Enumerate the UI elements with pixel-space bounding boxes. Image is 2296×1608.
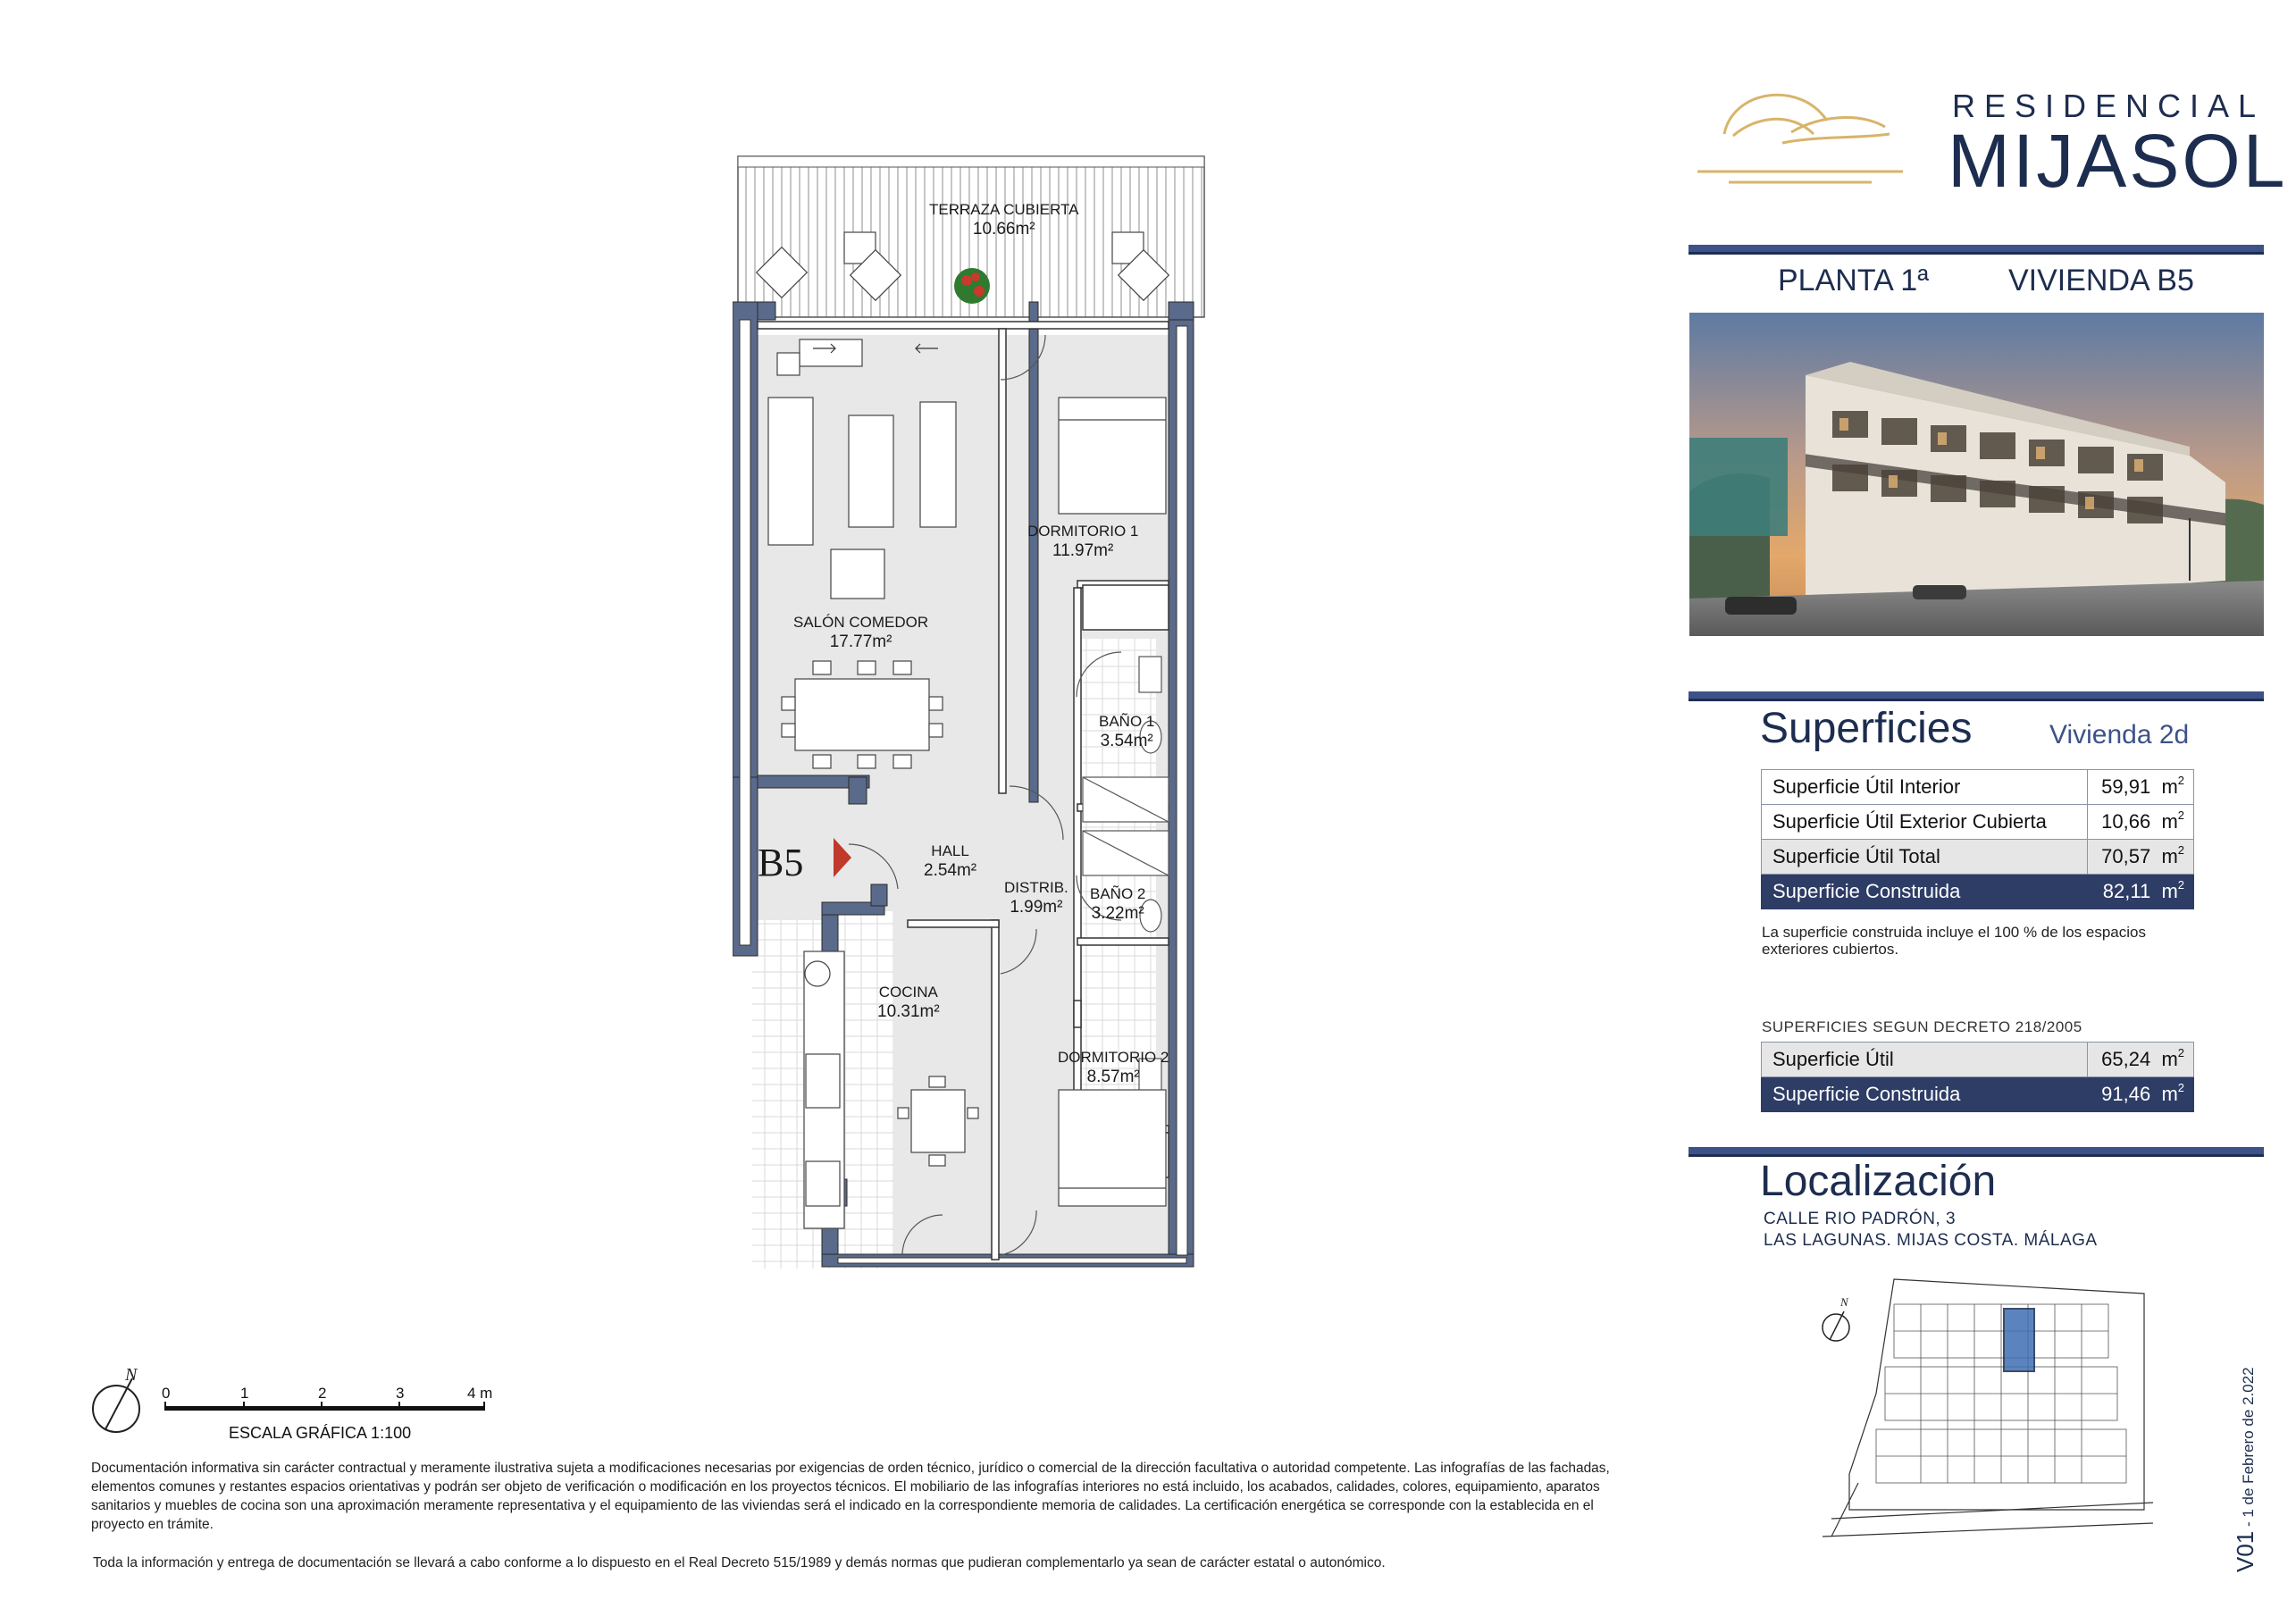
row-label: Superficie Útil Interior <box>1762 770 2088 805</box>
superficies-subtitle: Vivienda 2d <box>2049 720 2190 750</box>
superficies-divider <box>1688 699 2264 701</box>
room-label-dormitorio1: DORMITORIO 1 11.97m² <box>1027 523 1139 560</box>
legal-disclaimer: Documentación informativa sin carácter contractual y meramente ilustrativa sujeta a modificaciones necesarias por exigencias de orden técnico, jurídico o comercial de la dirección facultativa o autoridad competente. Las infografías de las fachadas, elementos comunes y restantes espacios orientativas y podrán ser objeto de verificación o modificación en los proyectos técnicos. El mobiliario de las infografías interiores no está incluido, los acabados, calidades, colores, equipamiento, aparatos sanitarios y muebles de cocina son una aproximación meramente representativa y el equipamiento de las viviendas será el indicado en la correspondiente memoria de calidades. La certificación energética se corresponde con la establecida en el proyecto en trámite. <box>91 1461 1610 1532</box>
north-arrow-icon <box>1823 1311 1849 1341</box>
table-row <box>1762 1077 2194 1112</box>
planta-label: PLANTA 1ª <box>1778 264 1929 297</box>
row-label: Superficie Útil <box>1762 1043 2088 1077</box>
north-arrow-icon <box>93 1378 139 1432</box>
brand-top-text: RESIDENCIAL <box>1952 88 2266 124</box>
row-label: Superficie Útil Exterior Cubierta <box>1762 805 2088 840</box>
room-label-dormitorio2: DORMITORIO 2 8.57m² <box>1058 1049 1169 1086</box>
svg-text:2: 2 <box>318 1385 327 1402</box>
version-code: V01 <box>2232 1530 2258 1572</box>
brand-main-text: MIJASOL <box>1948 119 2288 203</box>
plant-icon <box>954 268 990 304</box>
svg-text:1: 1 <box>240 1385 249 1402</box>
room-label-cocina: COCINA 10.31m² <box>877 984 940 1021</box>
svg-text:N: N <box>125 1365 138 1385</box>
svg-text:N: N <box>1840 1295 1848 1309</box>
location-map <box>1814 1269 2171 1554</box>
building-photo <box>1689 313 2264 636</box>
table-row <box>1762 1043 2194 1077</box>
room-label-distrib: DISTRIB. 1.99m² <box>1004 879 1068 917</box>
table-row <box>1762 770 2194 805</box>
superficies-note: La superficie construida incluye el 100 % de los espacios exteriores cubiertos. <box>1762 924 2146 958</box>
row-value: 91,46 $m^2$ <box>2088 1077 2194 1112</box>
scale-title: ESCALA GRÁFICA 1:100 <box>229 1424 412 1442</box>
row-value: 10,66 $m^2$ <box>2088 805 2194 840</box>
header-divider <box>1688 252 2264 255</box>
row-label: Superficie Construida <box>1762 875 2088 909</box>
row-label: Superficie Construida <box>1762 1077 2088 1112</box>
floor-plan <box>733 152 1233 1286</box>
room-label-hall: HALL 2.54m² <box>924 842 977 880</box>
room-label-bano2: BAÑO 2 3.22m² <box>1090 885 1146 923</box>
unit-label: B5 <box>758 841 804 884</box>
vivienda-label: VIVIENDA B5 <box>2008 264 2194 297</box>
room-label-salon: SALÓN COMEDOR 17.77m² <box>793 614 929 651</box>
decreto-title: SUPERFICIES SEGUN DECRETO 218/2005 <box>1762 1018 2082 1035</box>
brand-logo-icon <box>1693 71 1907 197</box>
table-row <box>1762 840 2194 875</box>
room-label-bano1: BAÑO 1 3.54m² <box>1099 713 1155 750</box>
row-value: 65,24 $m^2$ <box>2088 1043 2194 1077</box>
superficies-table <box>1761 769 2194 909</box>
row-value: 82,11 $m^2$ <box>2088 875 2194 909</box>
version-date: - 1 de Febrero de 2.022 <box>2240 1367 2257 1531</box>
table-row <box>1762 875 2194 909</box>
address-line-2: LAS LAGUNAS. MIJAS COSTA. MÁLAGA <box>1764 1231 2098 1250</box>
row-label: Superficie Útil Total <box>1762 840 2088 875</box>
version-stamp <box>2232 1367 2259 1572</box>
svg-text:3: 3 <box>396 1385 405 1402</box>
row-value: 59,91 $m^2$ <box>2088 770 2194 805</box>
decreto-table <box>1761 1042 2194 1112</box>
svg-text:4 m: 4 m <box>467 1385 493 1402</box>
localizacion-title: Localización <box>1760 1158 1997 1205</box>
svg-text:0: 0 <box>162 1385 171 1402</box>
address-line-1: CALLE RIO PADRÓN, 3 <box>1764 1210 1957 1228</box>
room-label-terraza: TERRAZA CUBIERTA 10.66m² <box>929 201 1079 239</box>
legal-decree: Toda la información y entrega de documentación se llevará a cabo conforme a lo dispuesto en el Real Decreto 515/1989 y demás normas que pudieran complementarlo ya sean de carácter estatal o autonómico. <box>93 1555 1386 1570</box>
superficies-title: Superficies <box>1760 705 1973 752</box>
row-value: 70,57 $m^2$ <box>2088 840 2194 875</box>
table-row <box>1762 805 2194 840</box>
